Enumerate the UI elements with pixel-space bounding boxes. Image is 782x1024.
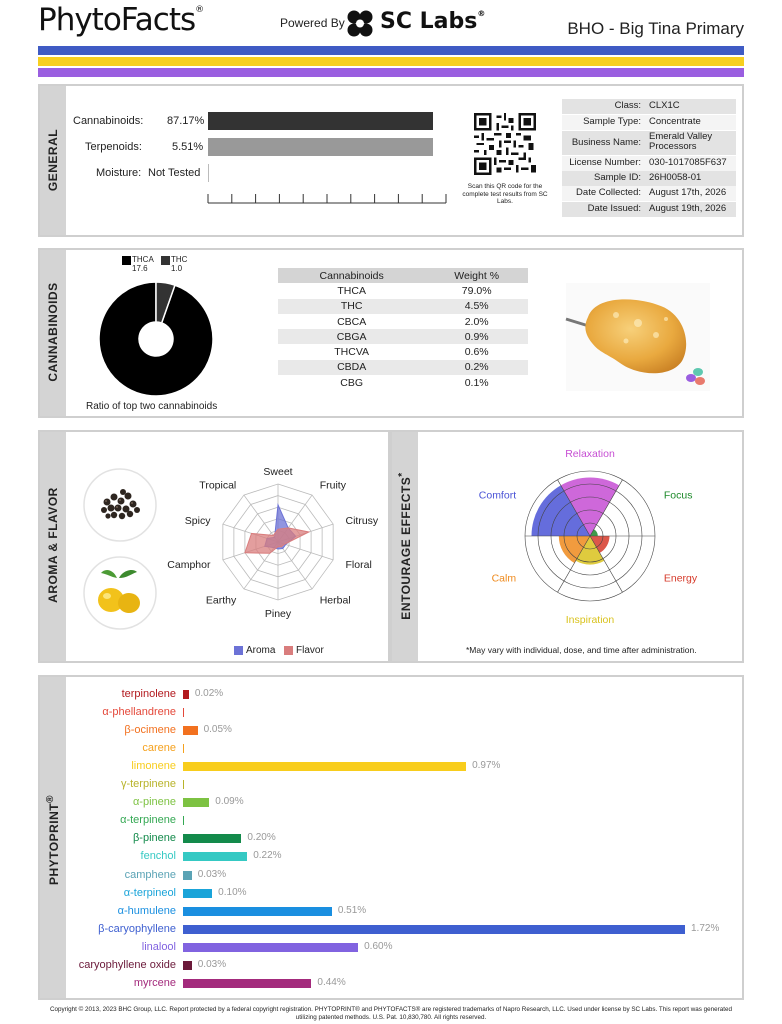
terpene-name: α-terpinene bbox=[120, 814, 176, 827]
lab-name bbox=[380, 9, 485, 34]
terpene-name: β-ocimene bbox=[124, 724, 176, 737]
legend-flavor: Flavor bbox=[296, 645, 324, 656]
terpene-name: terpinolene bbox=[121, 688, 176, 700]
cannabinoid-weight: 2.0% bbox=[464, 315, 489, 328]
product-photo bbox=[566, 283, 710, 391]
moisture-bar bbox=[208, 164, 209, 182]
legend-aroma: Aroma bbox=[246, 645, 276, 656]
entourage-tab-label bbox=[397, 469, 413, 623]
info-key: License Number: bbox=[569, 157, 641, 168]
cannabinoid-weight: 0.6% bbox=[464, 346, 489, 359]
terpene-bar bbox=[183, 961, 192, 970]
cannabinoid-name: CBGA bbox=[278, 329, 425, 344]
terpene-value: 0.51% bbox=[337, 904, 367, 916]
cannabinoid-name: THC bbox=[278, 299, 425, 314]
polar-label-calm: Calm bbox=[491, 572, 517, 585]
cannabinoid-name: CBDA bbox=[278, 360, 425, 375]
terpene-bar bbox=[183, 889, 212, 898]
general-tab bbox=[40, 86, 66, 235]
terpene-bar bbox=[183, 852, 247, 861]
radar-axis-label: Piney bbox=[264, 608, 292, 620]
table-row bbox=[278, 283, 528, 298]
terpene-bar bbox=[183, 943, 358, 952]
table-row bbox=[278, 360, 528, 375]
info-value: 26H0058-01 bbox=[649, 172, 702, 183]
info-key: Sample ID: bbox=[594, 172, 641, 183]
entourage-tab-mark: * bbox=[397, 472, 408, 477]
terpene-bar bbox=[183, 816, 184, 825]
terpene-value: 0.09% bbox=[215, 796, 244, 808]
info-key: Business Name: bbox=[571, 137, 641, 148]
entourage-tab bbox=[392, 432, 418, 661]
radar-series-flavor bbox=[245, 528, 309, 553]
radar-axis-label: Floral bbox=[345, 558, 372, 571]
terpene-bar bbox=[183, 871, 192, 880]
legend-thc-value: 1.0 bbox=[171, 263, 183, 273]
cannabinoid-weight: 79.0% bbox=[461, 284, 492, 297]
radar-axis-label: Citrusy bbox=[345, 515, 379, 528]
phytoprint-tab-label bbox=[45, 787, 61, 893]
qr-caption: Scan this QR code for the complete test results from SC Labs. bbox=[462, 183, 548, 205]
terpene-value: 0.22% bbox=[253, 850, 282, 862]
table-row bbox=[278, 329, 528, 344]
radar-axis-label: Spicy bbox=[184, 515, 211, 528]
terpene-value: 0.02% bbox=[194, 688, 224, 699]
terpene-value: 0.03% bbox=[197, 868, 227, 880]
aroma-tab-label: AROMA & FLAVOR bbox=[46, 487, 60, 603]
lemon-icon bbox=[83, 556, 157, 630]
cannabinoids-label: Cannabinoids: bbox=[73, 115, 144, 127]
terpene-bar bbox=[183, 834, 241, 843]
terpene-name: α-humulene bbox=[117, 904, 176, 917]
ratio-caption: Ratio of top two cannabinoids bbox=[86, 401, 218, 412]
terpene-name: γ-terpinene bbox=[120, 778, 176, 791]
radar-axis-label: Tropical bbox=[199, 479, 237, 492]
brand-name: PhytoFacts bbox=[38, 2, 196, 38]
terpene-value: 1.72% bbox=[691, 922, 720, 934]
legend-thca-swatch bbox=[122, 256, 131, 265]
terpene-name: β-pinene bbox=[132, 832, 176, 845]
terpene-bar bbox=[183, 726, 198, 735]
product-title: BHO - Big Tina Primary bbox=[567, 19, 744, 38]
info-row bbox=[562, 186, 736, 201]
terpene-value: 0.97% bbox=[472, 760, 501, 772]
legend-aroma-swatch bbox=[234, 646, 243, 655]
info-value: CLX1C bbox=[649, 100, 680, 111]
terpene-value: 0.44% bbox=[317, 976, 346, 988]
lab-mark: ® bbox=[477, 9, 486, 18]
info-value: August 17th, 2026 bbox=[649, 187, 727, 198]
entourage-note: *May vary with individual, dose, and time after administration. bbox=[466, 645, 697, 655]
general-tab-label: GENERAL bbox=[46, 128, 60, 192]
legend-thc-name: THC bbox=[171, 255, 188, 264]
radar-axis-line bbox=[278, 542, 312, 589]
brand-logo bbox=[38, 2, 204, 38]
brand-mark: ® bbox=[195, 5, 205, 15]
polar-label-relaxation: Relaxation bbox=[565, 448, 615, 460]
cannabinoid-name: CBCA bbox=[337, 315, 367, 328]
info-value: 030-1017085F637 bbox=[649, 157, 727, 168]
info-value: Emerald Valley Processors bbox=[649, 131, 713, 152]
terpene-value: 0.60% bbox=[364, 940, 393, 952]
polar-label-focus: Focus bbox=[663, 489, 693, 502]
info-key: Date Issued: bbox=[587, 203, 641, 214]
terpene-value: 0.20% bbox=[247, 832, 276, 844]
terpene-name: β-caryophyllene bbox=[98, 922, 176, 935]
terpene-value: 0.10% bbox=[218, 886, 247, 898]
qr-code-icon[interactable] bbox=[474, 113, 536, 175]
terpene-bar bbox=[183, 762, 466, 771]
terpenoids-label: Terpenoids: bbox=[85, 141, 142, 153]
table-header-name: Cannabinoids bbox=[278, 268, 425, 283]
radar-axis-label: Camphor bbox=[167, 558, 211, 571]
cannabinoid-name: CBG bbox=[340, 376, 364, 389]
radar-axis-label: Herbal bbox=[319, 594, 351, 607]
terpene-name: caryophyllene oxide bbox=[78, 958, 176, 971]
terpene-bar bbox=[183, 907, 332, 916]
info-row bbox=[562, 156, 736, 171]
cannabinoid-table bbox=[278, 268, 528, 390]
general-scale bbox=[205, 192, 450, 206]
legend-thca-name: THCA bbox=[132, 255, 154, 264]
stripe-blue bbox=[38, 46, 744, 55]
terpene-value: 0.03% bbox=[197, 958, 227, 970]
cannabinoids-bar bbox=[208, 112, 433, 130]
lab-name-text: SC Labs bbox=[380, 9, 478, 34]
terpene-name: linalool bbox=[141, 940, 176, 953]
polar-label-comfort: Comfort bbox=[478, 489, 517, 502]
info-value: August 19th, 2026 bbox=[649, 203, 727, 214]
terpene-value: 0.05% bbox=[203, 724, 232, 736]
phytoprint-tab bbox=[40, 677, 66, 998]
info-row bbox=[562, 99, 736, 114]
terpene-bar bbox=[183, 744, 184, 753]
radar-axis-label: Fruity bbox=[319, 479, 346, 492]
polar-label-inspiration: Inspiration bbox=[565, 614, 615, 626]
info-row bbox=[562, 202, 736, 217]
legend-thc bbox=[171, 256, 187, 273]
phytoprint-tab-mark: ® bbox=[45, 795, 56, 803]
terpenoids-bar bbox=[208, 138, 433, 156]
info-value: Concentrate bbox=[649, 116, 701, 127]
info-row bbox=[562, 131, 736, 155]
stripe-yellow bbox=[38, 57, 744, 66]
powered-by-label: Powered By bbox=[280, 16, 345, 30]
terpene-name: myrcene bbox=[133, 976, 176, 989]
stripe-purple bbox=[38, 68, 744, 77]
terpene-name: α-phellandrene bbox=[102, 706, 176, 719]
aroma-radar-chart bbox=[162, 452, 388, 637]
radar-axis-label: Earthy bbox=[205, 594, 237, 607]
info-row bbox=[562, 171, 736, 186]
terpene-name: α-terpineol bbox=[123, 886, 176, 899]
table-row bbox=[278, 375, 528, 390]
polar-label-energy: Energy bbox=[663, 572, 698, 585]
terpene-bar bbox=[183, 780, 184, 789]
info-key: Sample Type: bbox=[583, 116, 641, 127]
terpene-name: limonene bbox=[131, 760, 176, 773]
cannabinoids-value: 87.17% bbox=[167, 115, 205, 127]
radar-axis-label: Sweet bbox=[263, 466, 293, 478]
terpene-bar bbox=[183, 690, 189, 699]
legend-thca bbox=[132, 256, 154, 273]
info-key: Class: bbox=[614, 100, 641, 111]
terpene-name: carene bbox=[142, 742, 176, 755]
cannabinoids-tab-label: CANNABINOIDS bbox=[46, 282, 60, 382]
terpene-bar bbox=[183, 708, 184, 717]
table-row bbox=[278, 344, 528, 359]
legend-thc-swatch bbox=[161, 256, 170, 265]
terpenoids-value: 5.51% bbox=[172, 141, 204, 153]
cannabinoid-weight: 0.9% bbox=[425, 329, 528, 344]
terpene-name: fenchol bbox=[140, 850, 176, 863]
ratio-donut-chart bbox=[98, 281, 214, 397]
legend-thca-value: 17.6 bbox=[132, 263, 148, 273]
entourage-polar-chart bbox=[460, 448, 720, 626]
moisture-value: Not Tested bbox=[148, 167, 201, 179]
phytoprint-tab-text: PHYTOPRINT bbox=[47, 802, 61, 885]
entourage-tab-text: ENTOURAGE EFFECTS bbox=[399, 476, 413, 620]
cannabinoid-weight: 0.2% bbox=[425, 360, 528, 375]
cannabinoid-weight: 4.5% bbox=[425, 299, 528, 314]
cannabinoids-tab bbox=[40, 250, 66, 416]
terpene-name: camphene bbox=[124, 868, 176, 881]
copyright-footer: Copyright © 2013, 2023 BHC Group, LLC. Report protected by a federal copyright registration. PHYTOPRINT® and PHYTOFACTS® are registered trademarks of Napro Research, LLC. Used under license by SC Labs. This report was generated utilizing patented methods. U.S. Pat. 10,830,780. All rights reserved. bbox=[49, 1006, 733, 1021]
cannabinoid-name: THCA bbox=[337, 284, 366, 297]
table-header-weight: Weight % bbox=[425, 268, 528, 283]
terpene-bar bbox=[183, 798, 209, 807]
cannabinoid-weight: 0.1% bbox=[464, 376, 489, 389]
cannabinoid-name: THCVA bbox=[334, 346, 370, 359]
terpene-bar bbox=[183, 979, 311, 988]
moisture-label: Moisture: bbox=[96, 167, 142, 179]
peppercorn-icon bbox=[83, 468, 157, 542]
aroma-tab bbox=[40, 432, 66, 661]
terpene-bar bbox=[183, 925, 685, 934]
info-key: Date Collected: bbox=[576, 187, 641, 198]
table-row bbox=[278, 314, 528, 329]
legend-flavor-swatch bbox=[284, 646, 293, 655]
sc-labs-logo-icon bbox=[345, 9, 375, 39]
table-row bbox=[278, 299, 528, 314]
info-row bbox=[562, 115, 736, 130]
terpene-name: α-pinene bbox=[132, 796, 176, 809]
